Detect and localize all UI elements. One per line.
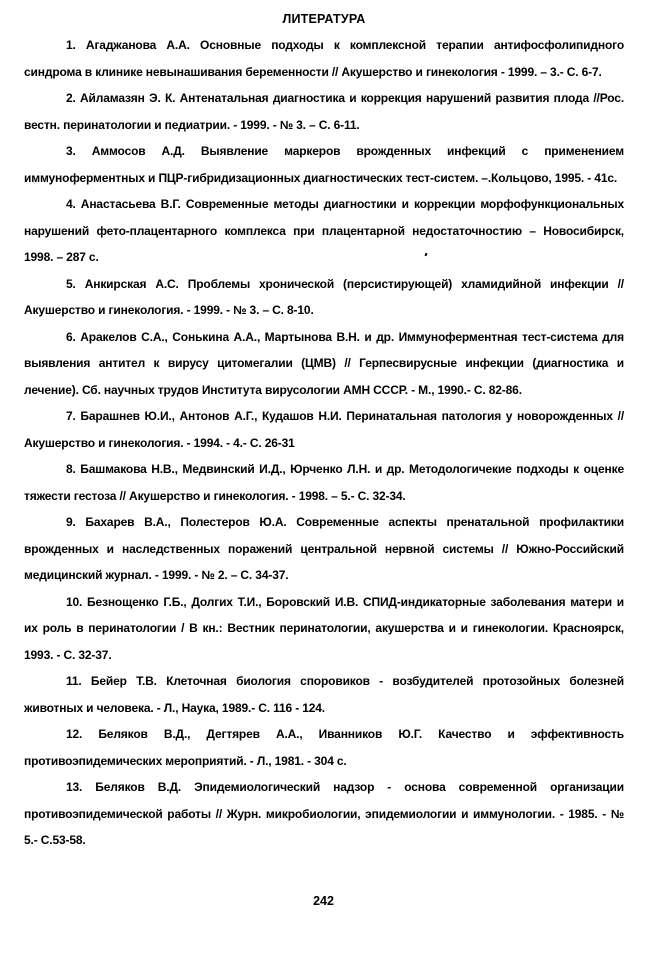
reference-item-6: 6. Аракелов С.А., Сонькина А.А., Мартынова В.Н. и др. Иммуноферментная тест-система для выявления антител к вирусу цитомегалии (ЦМВ) // Герпесвирусные инфекции (диагностика и лечение). Сб. научных трудов Института вирусологии АМН СССР. - М., 1990.- С. 82-86. <box>24 329 624 397</box>
reference-item-3: 3. Аммосов А.Д. Выявление маркеров врожденных инфекций с применением иммуноферментных и ПЦР-гибридизационных диагностических тест-систем. –.Кольцово, 1995. - 41с. <box>24 144 624 185</box>
reference-item-5: 5. Анкирская А.С. Проблемы хронической (персистирующей) хламидийной инфекции // Акушерство и гинекология. - 1999. - № 3. – С. 8-10. <box>24 276 624 317</box>
reference-item-9: 9. Бахарев В.А., Полестеров Ю.А. Современные аспекты пренатальной профилактики врожденных и наследственных поражений центральной нервной системы // Южно-Российский медицинский журнал. - 1999. - № 2. – С. 34-37. <box>24 515 624 582</box>
reference-item-1: 1. Агаджанова А.А. Основные подходы к комплексной терапии антифосфолипидного синдрома в клинике невынашивания беременности // Акушерство и гинекология - 1999. – 3.- С. 6-7. <box>24 38 624 79</box>
reference-item-13: 13. Беляков В.Д. Эпидемиологический надзор - основа современной организации противоэпидемической работы // Журн. микробиологии, эпидемиологии и иммунологии. - 1985. - № 5.- С.53-58. <box>24 780 624 847</box>
reference-item-4: 4. Анастасьева В.Г. Современные методы диагностики и коррекции морфофункциональных нарушений фето-плацентарного комплекса при плацентарной недостаточностию – Новосибирск, 1998. – 287 с. <box>24 197 624 264</box>
document-page <box>24 12 624 854</box>
reference-item-11: 11. Бейер Т.В. Клеточная биология споровиков - возбудителей протозойных болезней животных и человека. - Л., Наука, 1989.- С. 116 - 124. <box>24 674 624 715</box>
reference-item-10: 10. Безнощенко Г.Б., Долгих Т.И., Боровский И.В. СПИД-индикаторные заболевания матери и их роль в перинатологии / В кн.: Вестник перинатологии, акушерства и и гинекологии. Красноярск, 1993. - С. 32-37. <box>24 594 624 662</box>
reference-list <box>24 32 624 854</box>
reference-item-7: 7. Барашнев Ю.И., Антонов А.Г., Кудашов Н.И. Перинатальная патология у новорожденных // Акушерство и гинекология. - 1994. - 4.- С. 26-31 <box>24 409 624 450</box>
page-title: ЛИТЕРАТУРА <box>282 12 366 26</box>
reference-item-2: 2. Айламазян Э. К. Антенатальная диагностика и коррекция нарушений развития плода //Рос. вестн. перинатологии и педиатрии. - 1999. - № 3. – С. 6-11. <box>24 91 624 132</box>
reference-item-12: 12. Беляков В.Д., Дегтярев А.А., Иванников Ю.Г. Качество и эффективность противоэпидемических мероприятий. - Л., 1981. - 304 с. <box>24 727 624 768</box>
page-number: 242 <box>313 894 334 908</box>
reference-item-8: 8. Башмакова Н.В., Медвинский И.Д., Юрченко Л.Н. и др. Методологичекие подходы к оценке тяжести гестоза // Акушерство и гинекология. - 1998. – 5.- С. 32-34. <box>24 462 624 503</box>
